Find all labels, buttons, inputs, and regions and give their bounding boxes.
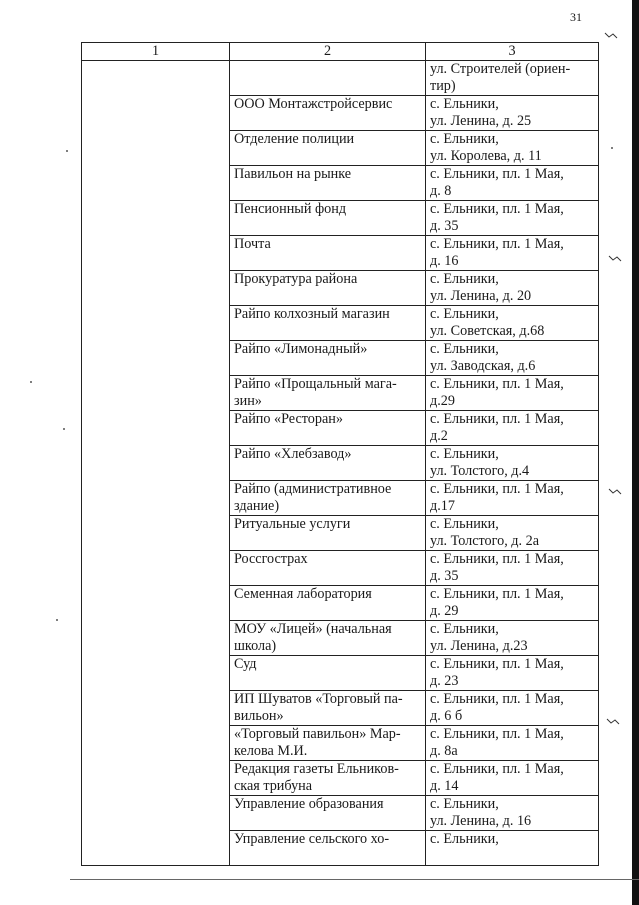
table-cell-col1: [82, 691, 230, 726]
address-cell: с. Ельники, ул. Толстого, д. 2а: [426, 516, 599, 551]
organizations-table: [81, 42, 599, 866]
address-cell: с. Ельники, ул. Толстого, д.4: [426, 446, 599, 481]
scan-edge: [632, 0, 639, 905]
address-cell: с. Ельники,: [426, 831, 599, 866]
address-cell: с. Ельники, пл. 1 Мая, д. 35: [426, 201, 599, 236]
table-cell-col1: [82, 271, 230, 306]
organization-name-cell: Россгострах: [230, 551, 426, 586]
table-cell-col1: [82, 306, 230, 341]
organization-name-cell: Райпо «Лимонадный»: [230, 341, 426, 376]
table-cell-col1: [82, 236, 230, 271]
address-cell: ул. Строителей (ориен- тир): [426, 61, 599, 96]
table-header-row: [82, 43, 599, 61]
table-row: [82, 831, 599, 866]
organization-name-cell: Райпо (административное здание): [230, 481, 426, 516]
organization-name-cell: ИП Шуватов «Торговый па- вильон»: [230, 691, 426, 726]
table-row: [82, 621, 599, 656]
page-number: 31: [570, 10, 582, 24]
scan-speck: [611, 147, 613, 149]
scan-speck: [63, 428, 65, 430]
table-row: [82, 201, 599, 236]
table-cell-col1: [82, 166, 230, 201]
address-cell: с. Ельники, пл. 1 Мая, д. 8: [426, 166, 599, 201]
address-cell: с. Ельники, пл. 1 Мая, д. 16: [426, 236, 599, 271]
table-cell-col1: [82, 621, 230, 656]
address-cell: с. Ельники, ул. Ленина, д. 25: [426, 96, 599, 131]
table-row: [82, 236, 599, 271]
table-row: [82, 306, 599, 341]
organization-name-cell: ООО Монтажстройсервис: [230, 96, 426, 131]
table-cell-col1: [82, 341, 230, 376]
table-row: [82, 796, 599, 831]
table-row: [82, 96, 599, 131]
address-cell: с. Ельники, ул. Королева, д. 11: [426, 131, 599, 166]
scan-mark: [606, 717, 620, 725]
address-cell: с. Ельники, ул. Ленина, д. 20: [426, 271, 599, 306]
scan-mark: [604, 31, 618, 39]
table-cell-col1: [82, 131, 230, 166]
organization-name-cell: Управление сельского хо-: [230, 831, 426, 866]
organization-name-cell: Павильон на рынке: [230, 166, 426, 201]
table-cell-col1: [82, 656, 230, 691]
table-cell-col1: [82, 516, 230, 551]
scan-speck: [30, 381, 32, 383]
address-cell: с. Ельники, пл. 1 Мая, д. 14: [426, 761, 599, 796]
organization-name-cell: Райпо «Прощальный мага- зин»: [230, 376, 426, 411]
scan-speck: [56, 619, 58, 621]
table-cell-col1: [82, 586, 230, 621]
column-header-2: 2: [230, 43, 426, 61]
table-row: [82, 131, 599, 166]
table-row: [82, 586, 599, 621]
table-row: [82, 551, 599, 586]
table-cell-col1: [82, 446, 230, 481]
organization-name-cell: МОУ «Лицей» (начальная школа): [230, 621, 426, 656]
address-cell: с. Ельники, пл. 1 Мая, д. 23: [426, 656, 599, 691]
scan-line: [70, 879, 639, 880]
address-cell: с. Ельники, пл. 1 Мая, д. 6 б: [426, 691, 599, 726]
table-row: [82, 761, 599, 796]
address-cell: с. Ельники, ул. Ленина, д. 16: [426, 796, 599, 831]
organization-name-cell: Пенсионный фонд: [230, 201, 426, 236]
table-cell-col1: [82, 726, 230, 761]
address-cell: с. Ельники, ул. Заводская, д.6: [426, 341, 599, 376]
organization-name-cell: Почта: [230, 236, 426, 271]
column-header-1: 1: [82, 43, 230, 61]
address-cell: с. Ельники, ул. Ленина, д.23: [426, 621, 599, 656]
table-row: [82, 446, 599, 481]
table-cell-col1: [82, 796, 230, 831]
address-cell: с. Ельники, пл. 1 Мая, д. 29: [426, 586, 599, 621]
column-header-3: 3: [426, 43, 599, 61]
address-cell: с. Ельники, пл. 1 Мая, д.2: [426, 411, 599, 446]
table-cell-col1: [82, 61, 230, 96]
organization-name-cell: Суд: [230, 656, 426, 691]
organization-name-cell: Прокуратура района: [230, 271, 426, 306]
table-cell-col1: [82, 831, 230, 866]
organization-name-cell: Отделение полиции: [230, 131, 426, 166]
table-row: [82, 516, 599, 551]
table-body: [82, 61, 599, 866]
table-row: [82, 411, 599, 446]
table-cell-col1: [82, 481, 230, 516]
organization-name-cell: Редакция газеты Ельников- ская трибуна: [230, 761, 426, 796]
organization-name-cell: [230, 61, 426, 96]
organization-name-cell: «Торговый павильон» Мар- келова М.И.: [230, 726, 426, 761]
table-row: [82, 656, 599, 691]
organization-name-cell: Райпо «Ресторан»: [230, 411, 426, 446]
address-cell: с. Ельники, пл. 1 Мая, д.17: [426, 481, 599, 516]
table-row: [82, 726, 599, 761]
address-cell: с. Ельники, пл. 1 Мая, д. 8а: [426, 726, 599, 761]
table-cell-col1: [82, 761, 230, 796]
table-row: [82, 691, 599, 726]
table-cell-col1: [82, 96, 230, 131]
table-cell-col1: [82, 411, 230, 446]
table-row: [82, 271, 599, 306]
table-row: [82, 341, 599, 376]
organization-name-cell: Семенная лаборатория: [230, 586, 426, 621]
table-cell-col1: [82, 551, 230, 586]
organization-name-cell: Ритуальные услуги: [230, 516, 426, 551]
table-row: [82, 61, 599, 96]
table-row: [82, 376, 599, 411]
scan-speck: [66, 150, 68, 152]
organization-name-cell: Райпо колхозный магазин: [230, 306, 426, 341]
scan-mark: [608, 487, 622, 495]
address-cell: с. Ельники, ул. Советская, д.68: [426, 306, 599, 341]
address-cell: с. Ельники, пл. 1 Мая, д. 35: [426, 551, 599, 586]
scan-mark: [608, 254, 622, 262]
address-cell: с. Ельники, пл. 1 Мая, д.29: [426, 376, 599, 411]
organization-name-cell: Райпо «Хлебзавод»: [230, 446, 426, 481]
table-cell-col1: [82, 201, 230, 236]
table-cell-col1: [82, 376, 230, 411]
table-row: [82, 166, 599, 201]
table-row: [82, 481, 599, 516]
organization-name-cell: Управление образования: [230, 796, 426, 831]
